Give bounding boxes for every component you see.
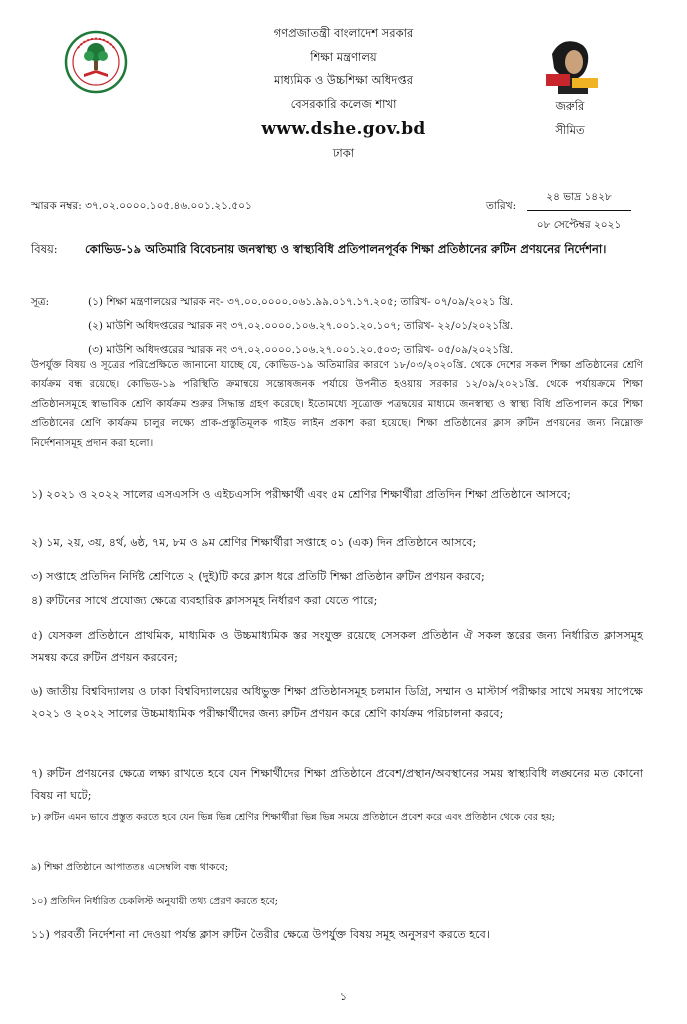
source-item: (১) শিক্ষা মন্ত্রণালয়ের স্মারক নং- ৩৭.০০.০০০০.০৬১.৯৯.০১৭.১৭.২০৫; তারিখ- ০৭/০৯/২০২১ খ্রি. [88,296,514,308]
letterhead [170,22,517,166]
date-label: তারিখ: [486,200,517,212]
instruction-point-3: ৩) সপ্তাহে প্রতিদিন নির্দিষ্ট শ্রেণিতে ২ (দুই)টি করে ক্লাস ধরে প্রতিটি শিক্ষা প্রতিষ্ঠান রুটিন প্রণয়ন করবে; [31,570,485,583]
subject-text: কোভিড-১৯ অতিমারি বিবেচনায় জনস্বাস্থ্য ও স্বাস্থ্যবিধি প্রতিপালনপূর্বক শিক্ষা প্রতিষ্ঠানের রুটিন প্রণয়নের নির্দেশনা। [85,242,607,256]
urgent-mark: জরুরি [555,99,585,113]
sources-label: সূত্র: [31,296,50,308]
subject-label: বিষয়: [31,242,58,256]
intro-paragraph: উপর্যুক্ত বিষয় ও সূত্রের পরিপ্রেক্ষিতে জানানো যাচ্ছে যে, কোভিড-১৯ অতিমারির কারণে ১৮/০৩/২০২০খ্রি. থেকে দেশের সকল শিক্ষা প্রতিষ্ঠানের শ্রেণি কার্যক্রম বন্ধ রয়েছে। কোভিড-১৯ পরিস্থিতি ক্রমান্বয়ে সন্তোষজনক পর্যায়ে উপনীত হওয়ায় সরকার ১২/০৯/২০২১খ্রি. থেকে পর্যায়ক্রমে শিক্ষা প্রতিষ্ঠানসমূহে স্বাভাবিক শ্রেণি কার্যক্রম শুরুর সিদ্ধান্ত গ্রহণ করেছে। ইতোমধ্যে সূত্রোক্ত পত্রদ্বয়ের মাধ্যমে জনস্বাস্থ্য ও স্বাস্থ্য বিধি প্রতিপালন করে শিক্ষা প্রতিষ্ঠানের শ্রেণি কার্যক্রম চালুর লক্ষ্যে প্রাক-প্রস্তুতিমূলক গাইড লাইন প্রকাশ করা হয়েছে। শিক্ষা প্রতিষ্ঠানের ক্লাস রুটিন প্রণয়নের জন্য নিম্নোক্ত নির্দেশনাসমূহ প্রদান করা হলো। [31,360,643,449]
letterhead-line-4: বেসরকারি কলেজ শাখা [290,96,397,111]
instruction-point-4: ৪) রুটিনের সাথে প্রযোজ্য ক্ষেত্রে ব্যবহারিক ক্লাসসমূহ নির্ধারণ করা যেতে পারে; [31,594,378,607]
instruction-point-5: ৫) যেসকল প্রতিষ্ঠানে প্রাথমিক, মাধ্যমিক ও উচ্চমাধ্যমিক স্তর সংযুক্ত রয়েছে সেসকল প্রতিষ্ঠান ঐ সকল স্তরের জন্য নির্ধারিত ক্লাসসমূহ সমন্বয় করে রুটিন প্রণয়ন করবেন; [31,629,643,664]
date-bangla: ২৪ ভাদ্র ১৪২৮ [527,190,631,211]
city-text: ঢাকা [332,146,355,160]
source-item: (২) মাউশি অধিদপ্তরের স্মারক নং ৩৭.০২.০০০০.১০৬.২৭.০০১.২০.১০৭; তারিখ- ২২/০১/২০২১খ্রি. [88,320,514,332]
government-seal-icon [64,30,128,94]
instruction-point-6: ৬) জাতীয় বিশ্ববিদ্যালয় ও ঢাকা বিশ্ববিদ্যালয়ের অধিভুক্ত শিক্ষা প্রতিষ্ঠানসমূহ চলমান ডিগ্রি, সম্মান ও মাস্টার্স পরীক্ষার সাথে সমন্বয় সাপেক্ষে ২০২১ ও ২০২২ সালের উচ্চমাধ্যমিক পরীক্ষার্থীদের জন্য রুটিন প্রণয়ন করে শ্রেণি কার্যক্রম পরিচালনা করবে; [31,685,643,720]
instruction-point-9: ৯) শিক্ষা প্রতিষ্ঠানে আপাততঃ এসেম্বলি বন্ধ থাকবে; [31,862,229,873]
instruction-point-11: ১১) পরবর্তী নির্দেশনা না দেওয়া পর্যন্ত ক্লাস রুটিন তৈরীর ক্ষেত্রে উপর্যুক্ত বিষয় সমূহ অনুসরণ করতে হবে। [31,928,490,941]
mujib-borsho-logo-icon [540,34,602,96]
date-block [527,190,631,235]
date-english: ০৮ সেপ্টেম্বর ২০২১ [536,219,622,231]
page-number: ১ [339,990,348,1003]
website-text: www.dshe.gov.bd [261,119,426,139]
instruction-point-2: ২) ১ম, ২য়, ৩য়, ৪র্থ, ৬ষ্ঠ, ৭ম, ৮ম ও ৯ম শ্রেণির শিক্ষার্থীরা সপ্তাহে ০১ (এক) দিন প্রতিষ্ঠানে আসবে; [31,536,477,549]
instruction-point-1: ১) ২০২১ ও ২০২২ সালের এসএসসি ও এইচএসসি পরীক্ষার্থী এবং ৫ম শ্রেণির শিক্ষার্থীরা প্রতিদিন শিক্ষা প্রতিষ্ঠানে আসবে; [31,488,571,501]
memo-number: স্মারক নম্বর: ৩৭.০২.০০০০.১০৫.৪৬.০০১.২১.৫০১ [31,200,252,212]
letterhead-line-2: শিক্ষা মন্ত্রণালয় [310,49,377,64]
letterhead-line-3: মাধ্যমিক ও উচ্চশিক্ষা অধিদপ্তর [273,73,414,87]
instruction-point-8: ৮) রুটিন এমন ভাবে প্রস্তুত করতে হবে যেন ভিন্ন ভিন্ন শ্রেণির শিক্ষার্থীরা ভিন্ন ভিন্ন সময়ে প্রতিষ্ঠানে প্রবেশ করে এবং প্রতিষ্ঠান থেকে বের হয়; [31,812,555,823]
instruction-point-7: ৭) রুটিন প্রণয়নের ক্ষেত্রে লক্ষ্য রাখতে হবে যেন শিক্ষার্থীদের শিক্ষা প্রতিষ্ঠানে প্রবেশ/প্রস্থান/অবস্থানের সময় স্বাস্থ্যবিধি লঙ্ঘনের মত কোনো বিষয় না ঘটে; [31,767,643,802]
instruction-point-10: ১০) প্রতিদিন নির্ধারিত চেকলিস্ট অনুযায়ী তথ্য প্রেরণ করতে হবে; [31,896,279,907]
source-item: (৩) মাউশি অধিদপ্তরের স্মারক নং ৩৭.০২.০০০০.১০৬.২৭.০০১.২০.৫০৩; তারিখ- ০৫/০৯/২০২১খ্রি. [88,344,514,356]
limited-mark: সীমিত [555,123,585,137]
letterhead-line-1: গণপ্রজাতন্ত্রী বাংলাদেশ সরকার [273,26,414,40]
